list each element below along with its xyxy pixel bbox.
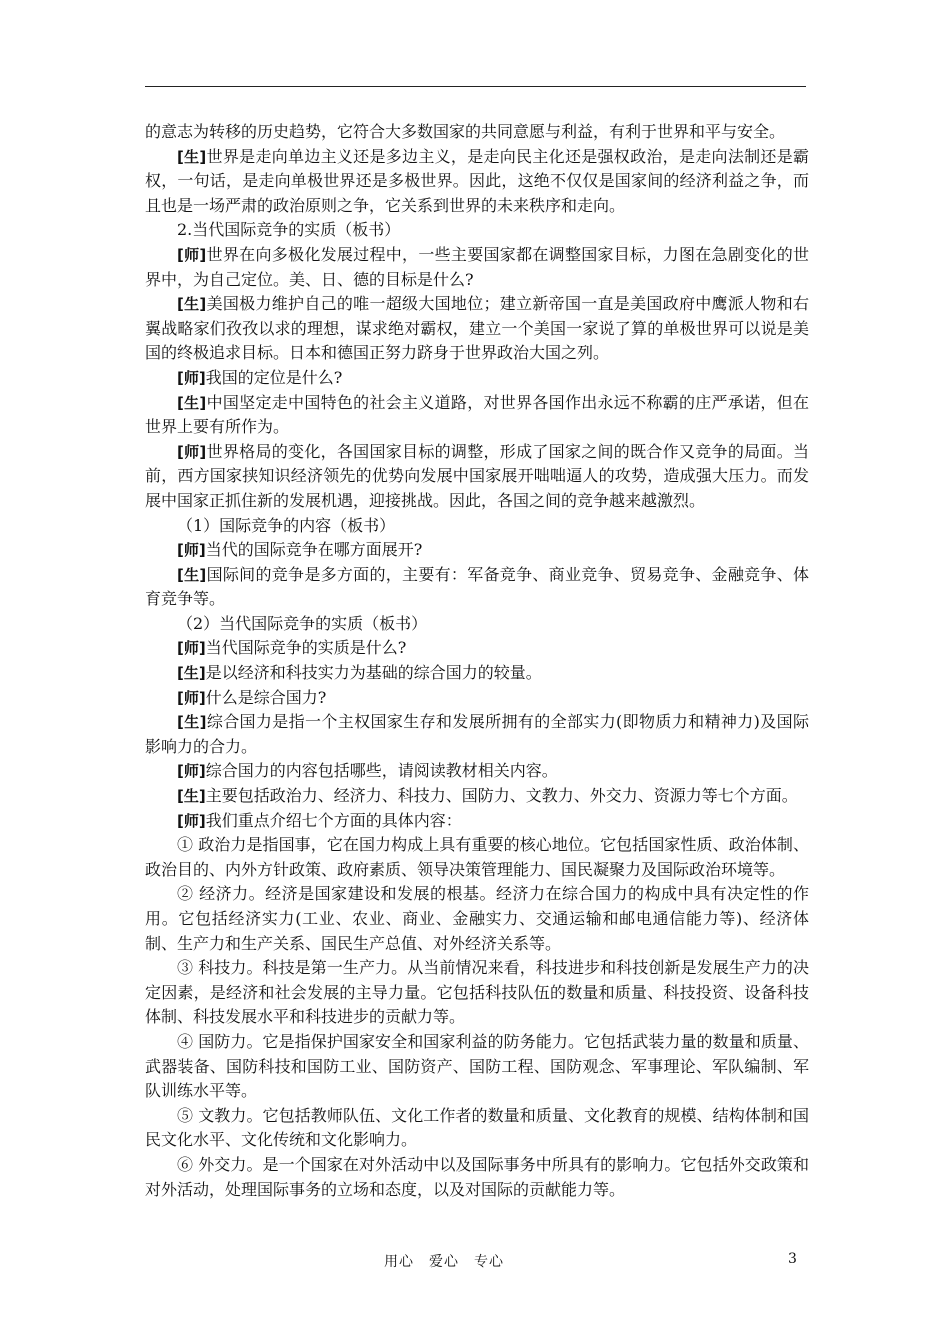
paragraph-text: 我们重点介绍七个方面的具体内容： bbox=[205, 810, 462, 830]
paragraph-text: ⑤ 文教力。它包括教师队伍、文化工作者的数量和质量、文化教育的规模、结构体制和国民文化水平、文化传统和文化影响力。 bbox=[145, 1105, 809, 1150]
speaker-tag: [生] bbox=[177, 664, 206, 683]
page-number: 3 bbox=[788, 1251, 797, 1267]
speaker-tag: [师] bbox=[177, 245, 207, 264]
paragraph bbox=[145, 661, 809, 686]
paragraph bbox=[145, 710, 809, 759]
paragraph bbox=[145, 1104, 809, 1153]
paragraph-text: 我国的定位是什么? bbox=[205, 367, 343, 387]
speaker-tag: [师] bbox=[177, 762, 206, 781]
paragraph-text: ② 经济力。经济是国家建设和发展的根基。经济力在综合国力的构成中具有决定性的作用。它包括经济实力(工业、农业、商业、金融实力、交通运输和邮电通信能力等)、经济体制、生产力和生产关系、国民生产总值、对外经济关系等。 bbox=[145, 884, 809, 953]
paragraph-text: 当代国际竞争的实质是什么? bbox=[205, 638, 407, 658]
paragraph bbox=[145, 538, 809, 563]
paragraph bbox=[145, 612, 809, 637]
paragraph-text: （2）当代国际竞争的实质（板书） bbox=[177, 613, 428, 633]
paragraph bbox=[145, 514, 809, 539]
paragraph bbox=[145, 784, 809, 809]
speaker-tag: [师] bbox=[177, 442, 207, 461]
paragraph bbox=[145, 366, 809, 391]
speaker-tag: [师] bbox=[177, 541, 206, 560]
paragraph-text: 什么是综合国力? bbox=[205, 687, 327, 707]
paragraph-text: 2.当代国际竞争的实质（板书） bbox=[177, 220, 401, 240]
speaker-tag: [师] bbox=[177, 368, 206, 387]
footer-slogan: 用心 爱心 专心 bbox=[384, 1254, 504, 1270]
paragraph-text: ③ 科技力。科技是第一生产力。从当前情况来看，科技进步和科技创新是发展生产力的决定因素，是经济和社会发展的主导力量。它包括科技队伍的数量和质量、科技投资、设备科技体制、科技发展水平和科技进步的贡献力等。 bbox=[145, 958, 809, 1027]
paragraph bbox=[145, 833, 809, 882]
speaker-tag: [生] bbox=[177, 393, 207, 412]
document-body bbox=[145, 120, 809, 1202]
paragraph bbox=[145, 563, 809, 612]
paragraph bbox=[145, 686, 809, 711]
header-rule bbox=[145, 86, 806, 87]
paragraph-text: 国际间的竞争是多方面的，主要有：军备竞争、商业竞争、贸易竞争、金融竞争、体育竞争等。 bbox=[145, 564, 809, 609]
paragraph bbox=[145, 1030, 809, 1104]
paragraph-text: 当代的国际竞争在哪方面展开? bbox=[205, 540, 423, 560]
paragraph bbox=[145, 120, 809, 145]
speaker-tag: [生] bbox=[177, 295, 207, 314]
paragraph-text: 世界在向多极化发展过程中，一些主要国家都在调整国家目标，力图在急剧变化的世界中，为自己定位。美、日、德的目标是什么? bbox=[145, 244, 809, 289]
paragraph bbox=[145, 636, 809, 661]
speaker-tag: [师] bbox=[177, 639, 206, 658]
speaker-tag: [生] bbox=[177, 787, 206, 806]
speaker-tag: [师] bbox=[177, 811, 206, 830]
speaker-tag: [生] bbox=[177, 713, 207, 732]
paragraph-text: 综合国力是指一个主权国家生存和发展所拥有的全部实力(即物质力和精神力)及国际影响力的合力。 bbox=[145, 712, 809, 756]
paragraph bbox=[145, 391, 809, 440]
paragraph-text: 综合国力的内容包括哪些，请阅读教材相关内容。 bbox=[205, 761, 558, 781]
paragraph bbox=[145, 956, 809, 1030]
paragraph bbox=[145, 440, 809, 514]
paragraph-text: ① 政治力是指国事，它在国力构成上具有重要的核心地位。它包括国家性质、政治体制、政治目的、内外方针政策、政府素质、领导决策管理能力、国民凝聚力及国际政治环境等。 bbox=[145, 835, 809, 879]
paragraph bbox=[145, 243, 809, 292]
paragraph-text: 世界格局的变化，各国国家目标的调整，形成了国家之间的既合作又竞争的局面。当前，西方国家挟知识经济领先的优势向发展中国家展开咄咄逼人的攻势，造成强大压力。而发展中国家正抓住新的发展机遇，迎接挑战。因此，各国之间的竞争越来越激烈。 bbox=[145, 441, 809, 510]
paragraph bbox=[145, 759, 809, 784]
speaker-tag: [师] bbox=[177, 688, 206, 707]
paragraph-text: 是以经济和科技实力为基础的综合国力的较量。 bbox=[205, 663, 542, 683]
paragraph-text: 世界是走向单边主义还是多边主义，是走向民主化还是强权政治，是走向法制还是霸权，一句话，是走向单极世界还是多极世界。因此，这绝不仅仅是国家间的经济利益之争，而且也是一场严肃的政治原则之争，它关系到世界的未来秩序和走向。 bbox=[145, 146, 809, 215]
paragraph-text: 的意志为转移的历史趋势，它符合大多数国家的共同意愿与利益，有利于世界和平与安全。 bbox=[145, 122, 786, 141]
paragraph bbox=[145, 1153, 809, 1202]
paragraph-text: ⑥ 外交力。是一个国家在对外活动中以及国际事务中所具有的影响力。它包括外交政策和对外活动，处理国际事务的立场和态度，以及对国际的贡献能力等。 bbox=[145, 1154, 809, 1199]
speaker-tag: [生] bbox=[177, 147, 207, 166]
paragraph bbox=[145, 218, 809, 243]
paragraph-text: （1）国际竞争的内容（板书） bbox=[177, 515, 396, 535]
paragraph-text: ④ 国防力。它是指保护国家安全和国家利益的防务能力。它包括武装力量的数量和质量、武器装备、国防科技和国防工业、国防资产、国防工程、国防观念、军事理论、军队编制、军队训练水平等。 bbox=[145, 1031, 809, 1101]
paragraph bbox=[145, 809, 809, 834]
speaker-tag: [生] bbox=[177, 565, 207, 584]
paragraph bbox=[145, 882, 809, 956]
paragraph-text: 美国极力维护自己的唯一超级大国地位；建立新帝国一直是美国政府中鹰派人物和右翼战略家们孜孜以求的理想，谋求绝对霸权，建立一个美国一家说了算的单极世界可以说是美国的终极追求目标。日本和德国正努力跻身于世界政治大国之列。 bbox=[145, 294, 809, 363]
paragraph bbox=[145, 292, 809, 366]
paragraph-text: 中国坚定走中国特色的社会主义道路，对世界各国作出永远不称霸的庄严承诺，但在世界上要有所作为。 bbox=[145, 392, 809, 437]
paragraph bbox=[145, 145, 809, 219]
paragraph-text: 主要包括政治力、经济力、科技力、国防力、文教力、外交力、资源力等七个方面。 bbox=[205, 786, 798, 806]
